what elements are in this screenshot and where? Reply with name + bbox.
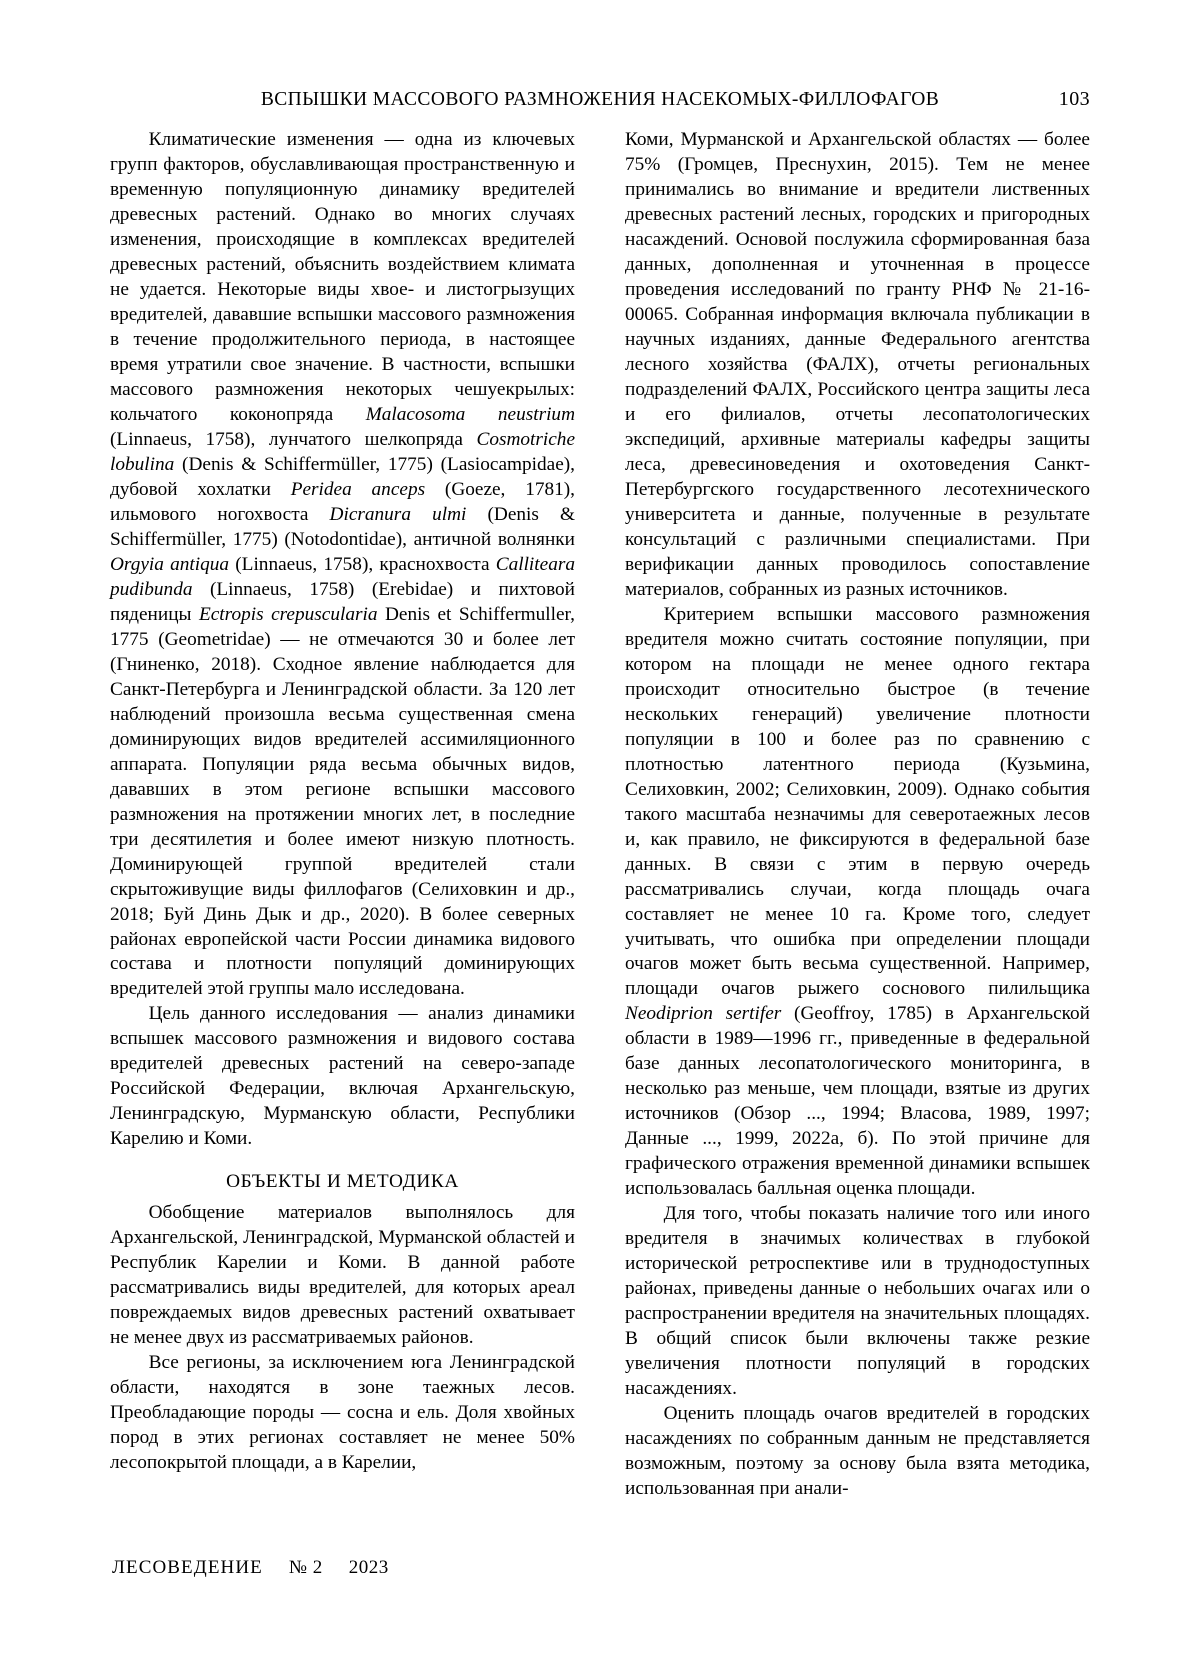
footer <box>112 1557 389 1579</box>
body-columns <box>110 128 1090 1500</box>
footer-journal-name: ЛЕСОВЕДЕНИЕ <box>112 1557 263 1578</box>
para-text-d: (Goeze, 1781), ильмового ногохвоста <box>110 478 575 525</box>
paragraph-materials: Обобщение материалов выполнялось для Архангельской, Ленинградской, Мурманской областей и Республик Карелии и Коми. В данной работе рассматривались виды вредителей, для которых ареал повреждаемых видов древесных растений охватывает не менее двух из рассматриваемых районов. <box>110 1202 575 1349</box>
column-right <box>625 128 1090 1502</box>
species-cosmotriche-lobulina: Cosmotriche lobulina <box>110 428 575 475</box>
section-heading-objects-methods: ОБЪЕКТЫ И МЕТОДИКА <box>226 1171 459 1193</box>
footer-year: 2023 <box>348 1557 389 1578</box>
page-number: 103 <box>1058 88 1090 110</box>
para-text-f: (Linnaeus, 1758), краснохвоста <box>229 553 496 575</box>
species-malacosoma-neustrium: Malacosoma neustrium <box>365 403 575 425</box>
paragraph-database: Коми, Мурманской и Архангельской областях — более 75% (Громцев, Преснухин, 2015). Тем не менее принимались во внимание и вредители лиственных древесных растений лесных, городских и пригородных насаждений. Основой послужила сформированная база данных, дополненная и уточненная в процессе проведения исследований по гранту РНФ № 21-16-00065. Собранная информация включала публикации в научных изданиях, данные Федерального агентства лесного хозяйства (ФАЛХ), отчеты региональных подразделений ФАЛХ, Российского центра защиты леса и его филиалов, отчеты лесопатологических экспедиций, архивные материалы кафедры защиты леса, древесиноведения и охотоведения Санкт-Петербургского государственного лесотехнического университета и данные, полученные в результате консультаций с различными специалистами. При верификации данных проводилось сопоставление материалов, собранных из разных источников. <box>625 129 1090 600</box>
paragraph-criterion <box>625 603 1090 1203</box>
paragraph-aim: Цель данного исследования — анализ динамики вспышек массового размножения и видового состава вредителей древесных растений на северо-западе Российской Федерации, включая Архангельскую, Ленинградскую, Мурманскую области, Республики Карелию и Коми. <box>110 1003 575 1150</box>
column-left <box>110 128 575 1476</box>
species-ectropis-crepuscularia: Ectropis crepuscularia <box>198 603 378 625</box>
para-text-c: (Denis & Schiffermüller, 1775) (Lasiocampidae), дубовой хохлатки <box>110 453 575 500</box>
para-text-h: Denis et Schiffermuller, 1775 (Geometridae) — не отмечаются 30 и более лет (Гниненко, 2018). Сходное явление наблюдается для Санкт-Петербурга и Ленинградской области. За 120 лет наблюдений произошла весьма существенная смена доминирующих видов вредителей ассимиляционного аппарата. Популяции ряда весьма обычных видов, дававших в этом регионе вспышки массового размножения на протяжении многих лет, в последние три десятилетия и более имеют низкую плотность. Доминирующей группой вредителей стали скрытоживущие виды филлофагов (Селиховкин и др., 2018; Буй Динь Дык и др., 2020). В более северных районах европейской части России динамика видового состава и плотности популяций доминирующих вредителей этой группы мало исследована. <box>110 603 575 1000</box>
species-neodiprion-sertifer: Neodiprion sertifer <box>625 1003 782 1025</box>
para-text-a: Критерием вспышки массового размножения вредителя можно считать состояние популяции, при котором на площади не менее одного гектара происходит относительно быстрое (в течение нескольких генераций) увеличение плотности популяции в 100 и более раз по сравнению с плотностью латентного периода (Кузьмина, Селиховкин, 2002; Селиховкин, 2009). Однако события такого масштаба незначимы для северотаежных лесов и, как правило, не фиксируются в федеральной базе данных. В связи с этим в первую очередь рассматривались случаи, когда площадь очага составляет не менее 10 га. Кроме того, следует учитывать, что ошибка при определении площади очагов может быть весьма существенной. Например, площади очагов рыжего соснового пилильщика <box>625 603 1090 1000</box>
species-orgyia-antiqua: Orgyia antiqua <box>110 553 230 575</box>
species-peridea-anceps: Peridea anceps <box>290 478 426 500</box>
para-text-b: (Geoffroy, 1785) в Архангельской области в 1989—1996 гг., приведенные в федеральной базе данных лесопатологического мониторинга, в несколько раз меньше, чем площади, взятые из других источников (Обзор ..., 1994; Власова, 1989, 1997; Данные ..., 1999, 2022а, б). По этой причине для графического отражения временной динамики вспышек использовалась балльная оценка площади. <box>625 1003 1090 1200</box>
para-text-a: Климатические изменения — одна из ключевых групп факторов, обуславливающая пространственную и временную популяционную динамику вредителей древесных растений. Однако во многих случаях изменения, происходящие в комплексах вредителей древесных растений, объяснить воздействием климата не удается. Некоторые виды хвое- и листогрызущих вредителей, дававшие вспышки массового размножения в течение продолжительного периода, в настоящее время утратили свое значение. В частности, вспышки массового размножения некоторых чешуекрылых: кольчатого коконопряда <box>110 129 575 425</box>
para-text-g: (Linnaeus, 1758) (Erebidae) и пихтовой пяденицы <box>110 578 575 625</box>
para-text-e: (Denis & Schiffermüller, 1775) (Notodontidae), античной волнянки <box>110 503 575 550</box>
species-calliteara-pudibunda: Calliteara pudibunda <box>110 553 575 600</box>
para-text-b: (Linnaeus, 1758), лунчатого шелкопряда <box>110 428 477 450</box>
species-dicranura-ulmi: Dicranura ulmi <box>329 503 467 525</box>
paragraph-urban: Оценить площадь очагов вредителей в городских насаждениях по собранным данным не представляется возможным, поэтому за основу была взята методика, использованная при анали- <box>625 1403 1090 1500</box>
paragraph-regions: Все регионы, за исключением юга Ленинградской области, находятся в зоне таежных лесов. Преобладающие породы — сосна и ель. Доля хвойных пород в этих регионах составляет не менее 50% лесопокрытой площади, а в Карелии, <box>110 1352 575 1474</box>
footer-issue: № 2 <box>288 1557 323 1578</box>
paragraph-retrospective: Для того, чтобы показать наличие того или иного вредителя в значимых количествах в глубокой исторической ретроспективе или в труднодоступных районах, приведены данные о небольших очагах или о распространении вредителя на значительных площадях. В общий список были включены также резкие увеличения плотности популяций в городских насаждениях. <box>625 1203 1090 1400</box>
paragraph-intro <box>110 128 575 1002</box>
running-head-title: ВСПЫШКИ МАССОВОГО РАЗМНОЖЕНИЯ НАСЕКОМЫХ-ФИЛЛОФАГОВ <box>260 89 940 110</box>
running-head <box>110 88 1090 111</box>
